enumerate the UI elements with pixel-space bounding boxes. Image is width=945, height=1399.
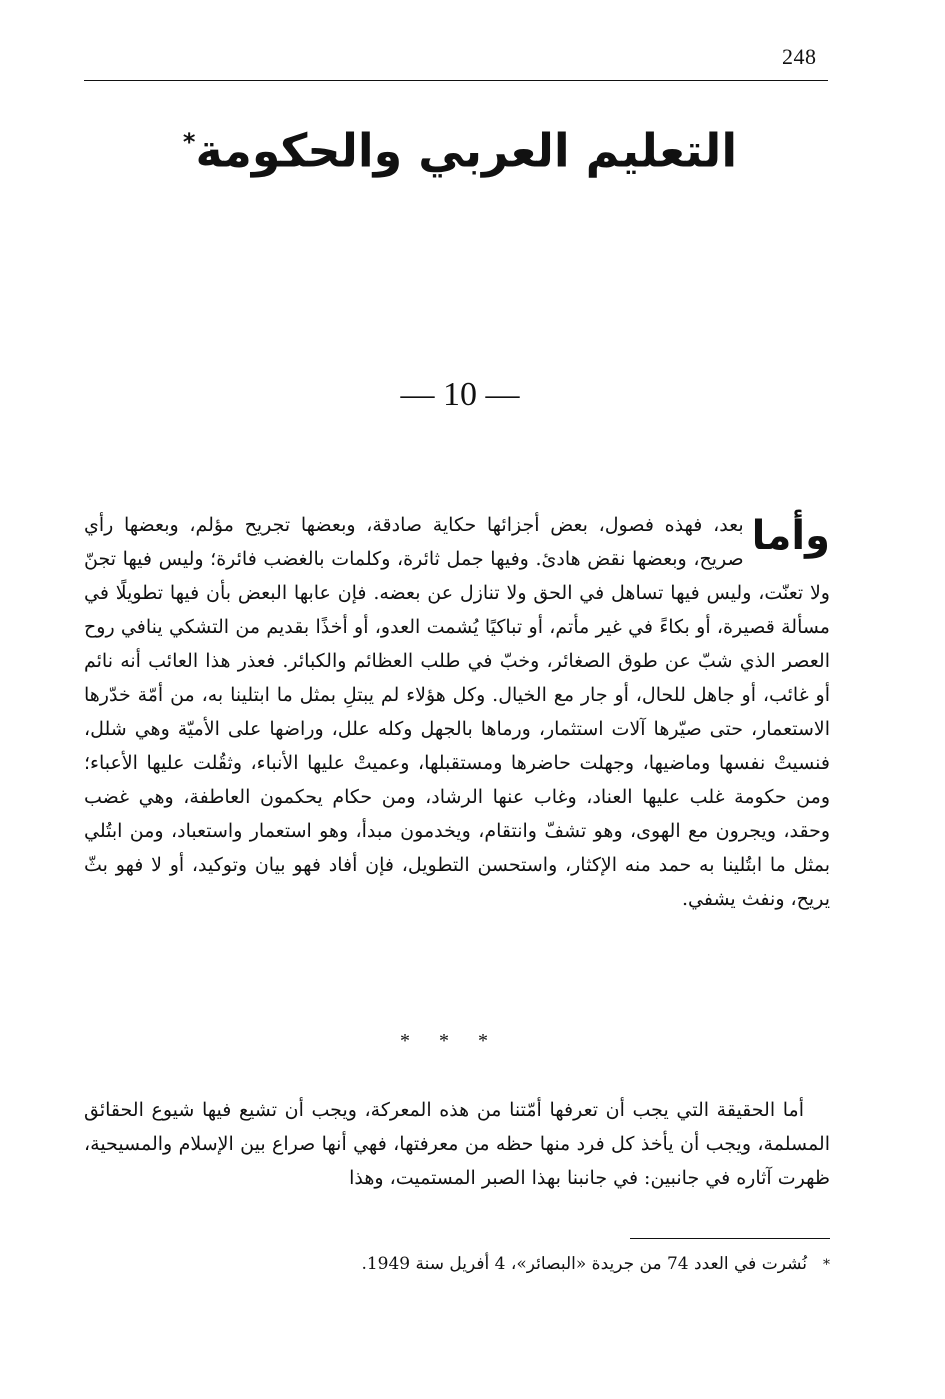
chapter-number: — 10 — bbox=[400, 376, 520, 413]
title-footnote-marker: * bbox=[182, 128, 196, 156]
section-separator: * * * bbox=[400, 1030, 500, 1052]
paragraph-1-text: بعد، فهذه فصول، بعض أجزائها حكاية صادقة، وبعضها تجريح مؤلم، وبعضها رأي صريح، وبعضها نقض هادئ. وفيها جمل ثائرة، وكلمات بالغضب فائرة؛ وليس فيها تجنّ ولا تعنّت، وليس فيها تساهل في الحق ولا تنازل عن بعضه. فإن عابها البعض بأن فيها تطويلًا في مسألة قصيرة، أو بكاءً في غير مأتم، أو تباكيًا يُشمت العدو، أو أخذًا بقديم من التشكي ينافي روح العصر الذي شبّ عن طوق الصغائر، وخبّ في طلب العظائم والكبائر. فعذر هذا العائب أنه نائم أو غائب، أو جاهل للحال، أو جار مع الخيال. وكل هؤلاء لم يبتلِ بمثل ما ابتلينا به، من أمّة خدّرها الاستعمار، حتى صيّرها آلات استثمار، ورماها بالجهل وكله علل، وراضها على الأميّة وهي شلل، فنسيتْ نفسها وماضيها، وجهلت حاضرها ومستقبلها، وعميتْ عليها الأنباء، وثقُلت عليها الأعباء؛ ومن حكومة غلب عليها العناد، وغاب عنها الرشاد، ومن حكام يحكمون العاطفة، وهي غضب وحقد، ويجرون مع الهوى، وهو تشفّ وانتقام، ويخدمون مبدأ، وهو استعمار واستعباد، ومن ابتُلي بمثل ما ابتُلينا به حمد منه الإكثار، واستحسن التطويل، فإن أفاد فهو بيان وتوكيد، أو لا فهو بثّ يريح، ونفث يشفي. bbox=[84, 514, 830, 910]
page-number: 248 bbox=[782, 44, 817, 69]
drop-word: وأما bbox=[751, 513, 830, 559]
footnote bbox=[200, 1250, 830, 1279]
paragraph-2: أما الحقيقة التي يجب أن تعرفها أمّتنا من هذه المعركة، ويجب أن تشيع فيها شيوع الحقائق المسلمة، ويجب أن يأخذ كل فرد منها حظه من معرفتها، فهي أنها صراع بين الإسلام والمسيحية، ظهرت آثاره في جانبين: في جانبنا بهذا الصبر المستميت، وهذا bbox=[84, 1099, 830, 1189]
footnote-marker: * bbox=[823, 1257, 830, 1273]
chapter-title-text: التعليم العربي والحكومة bbox=[195, 123, 738, 178]
footnote-rule bbox=[630, 1238, 830, 1239]
paragraph-1 bbox=[84, 508, 830, 916]
chapter-title bbox=[120, 112, 800, 180]
footnote-text: نُشرت في العدد 74 من جريدة «البصائر»، 4 أفريل سنة 1949. bbox=[361, 1254, 807, 1274]
header-rule bbox=[84, 80, 828, 81]
